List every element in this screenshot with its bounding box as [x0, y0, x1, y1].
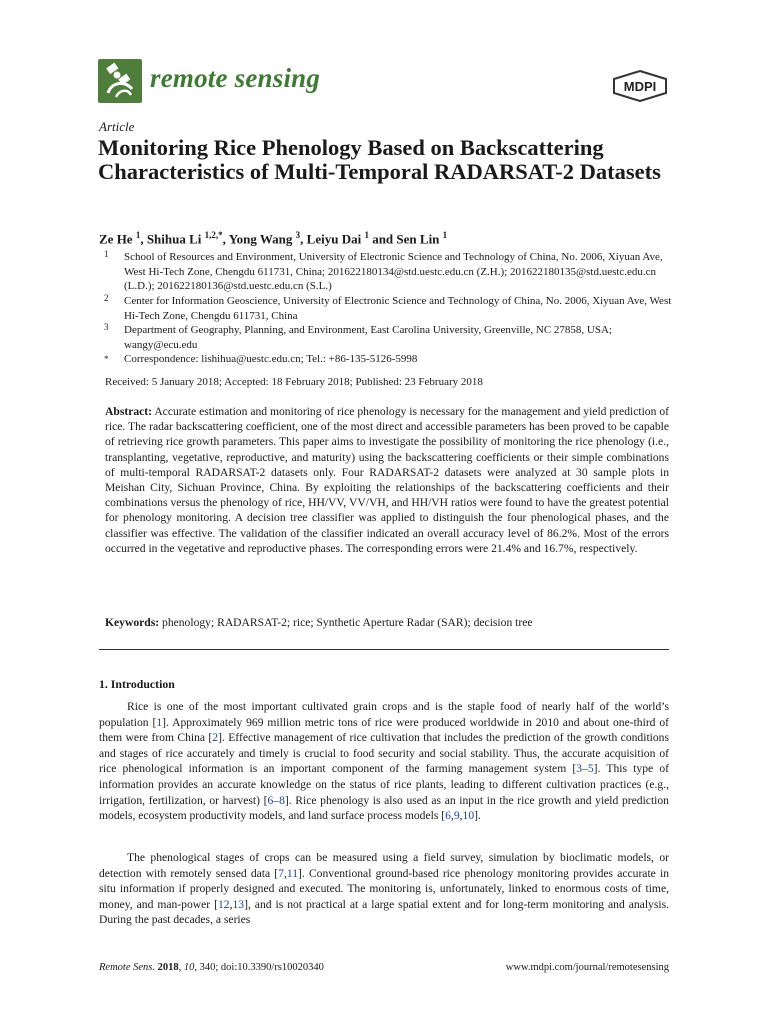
body-text: ,	[450, 809, 454, 823]
body-text: ]. Effective management of rice cultivation that includes the prediction of the growth conditions and stages of rice accurately and timely is crucial to food security and social stability. Thus, the accurate acquisition of rice phenological information is an important component of the farming management system [	[99, 731, 669, 776]
author-affiliation-sup: 1,2,*	[204, 230, 223, 240]
citation-link[interactable]: 12	[217, 897, 230, 911]
section-heading: 1. Introduction	[99, 677, 175, 691]
author-name: Yong Wang	[228, 231, 296, 247]
citation-link[interactable]: 2	[212, 731, 219, 745]
author-name: Shihua Li	[146, 231, 205, 247]
journal-url[interactable]: www.mdpi.com/journal/remotesensing	[505, 962, 669, 973]
citation-link[interactable]: 13	[232, 897, 245, 911]
abstract-label: Abstract:	[105, 405, 153, 418]
citation-link[interactable]: 6–8	[267, 793, 285, 807]
body-text: ,	[229, 897, 233, 911]
journal-abbrev: Remote Sens.	[99, 962, 155, 973]
footer-doi: , 340; doi:10.3390/rs10020340	[194, 962, 324, 973]
divider	[99, 649, 669, 650]
body-text: ]. Conventional ground-based rice phenology monitoring provides accurate in situ information if properly designed and executed. The monitoring is, unfortunately, linked to enormous costs of time, money, and man-power [	[99, 866, 669, 911]
body-text: ]. Approximately 969 million metric tons of rice were produced worldwide in 2010 and about one-third of them were from China [	[99, 715, 669, 745]
affiliation-text: Department of Geography, Planning, and Environment, East Carolina University, Greenville, NC 27858, USA; wangy@ecu.edu	[124, 324, 612, 351]
publication-dates: Received: 5 January 2018; Accepted: 18 February 2018; Published: 23 February 2018	[105, 376, 483, 388]
footer-volume: 10	[183, 962, 195, 973]
body-text: ]. Rice phenology is also used as an input in the rice growth and yield prediction models, ecosystem productivity models, and land surface process models [	[99, 793, 669, 823]
author-affiliation-sup: 1	[364, 230, 369, 240]
citation-link[interactable]: 3–5	[576, 762, 594, 776]
journal-logo	[98, 59, 142, 103]
publisher-name: MDPI	[623, 79, 657, 94]
affiliation-text: School of Resources and Environment, University of Electronic Science and Technology of China, No. 2006, Xiyuan Ave, West Hi-Tech Zone, Chengdu 611731, China; 201622180134@std.uestc.edu.cn (Z.H.); 201622180135@std.uestc.edu.cn (L.D.); 201622180136@std.uestc.edu.cn (S.L.)	[124, 251, 663, 293]
citation-link[interactable]: 10	[462, 809, 475, 823]
affiliation-mark: 2	[104, 293, 109, 303]
citation-link[interactable]: 7	[278, 866, 284, 880]
journal-name: remote sensing	[150, 63, 321, 93]
body-text: ], and is not practical at a large spatial extent and for long-term monitoring and analysis. During the past decades, a series	[99, 897, 669, 927]
paper-title: Monitoring Rice Phenology Based on Backscattering Characteristics of Multi-Temporal RADARSAT-2 Datasets	[98, 135, 661, 184]
body-text: ]. This type of information provides an accurate knowledge on the status of rice plants, leading to different cultivation practices (e.g., irrigation, fertilization, or harvest) [	[99, 762, 669, 807]
citation-link[interactable]: 1	[156, 715, 163, 729]
author-name: Ze He	[99, 231, 136, 247]
paragraph-1	[99, 699, 669, 824]
article-type: Article	[99, 119, 135, 134]
affiliation-mark: 1	[104, 249, 109, 259]
keywords	[105, 615, 669, 630]
body-text: Rice is one of the most important cultivated grain crops and is the staple food of nearly half of the world’s population [	[99, 700, 669, 729]
affiliation-mark: 3	[104, 322, 109, 332]
affiliation-mark: *	[104, 354, 109, 364]
citation-footer: Remote Sens. 2018, 10, 340; doi:10.3390/rs10020340	[99, 962, 324, 973]
author-name: Leiyu Dai	[306, 231, 365, 247]
body-text: ,	[283, 866, 287, 880]
body-text: ].	[474, 809, 481, 823]
satellite-icon	[98, 59, 142, 103]
keywords-text: phenology; RADARSAT-2; rice; Synthetic Aperture Radar (SAR); decision tree	[162, 616, 533, 629]
mdpi-logo	[611, 70, 669, 102]
affiliation-text: Correspondence: lishihua@uestc.edu.cn; Tel.: +86-135-5126-5998	[124, 353, 418, 365]
citation-link[interactable]: 11	[286, 866, 299, 880]
abstract-text: Accurate estimation and monitoring of rice phenology is necessary for the management and yield prediction of rice. The radar backscattering coefficient, one of the most direct and accessible parameters has been proved to be capable of retrieving rice growth parameters. This paper aims to investigate the possibility of monitoring the rice phenology (i.e., transplanting, vegetative, reproductive, and maturity) using the backscattering coefficients or their simple combinations of multi-temporal RADARSAT-2 datasets only. Four RADARSAT-2 datasets were analyzed at 30 sample plots in Meishan City, Sichuan Province, China. By exploiting the relationships of the backscattering coefficients and their combinations versus the phenology of rice, HH/VV, VV/VH, and HH/VH ratios were found to have the greatest potential for phenology monitoring. A decision tree classifier was applied to distinguish the four phenological phases, and the classifier was effective. The validation of the classifier indicated an overall accuracy level of 86.2%. Most of the errors occurred in the vegetative and reproductive phases. The corresponding errors were 21.4% and 16.7%, respectively.	[105, 405, 669, 555]
author-affiliation-sup: 3	[295, 230, 301, 240]
keywords-label: Keywords:	[105, 616, 160, 629]
author-affiliation-sup: 1	[135, 230, 141, 240]
author-list: Ze He $^1$, Shihua Li $^{1,2,*}$, Yong Wang $^3$, Leiyu Dai $^1$ and Sen Lin $^1$	[99, 230, 448, 247]
citation-link[interactable]: 6	[445, 809, 451, 823]
footer-year: 2018	[157, 962, 179, 973]
body-text: ,	[459, 809, 463, 823]
affiliation-text: Center for Information Geoscience, University of Electronic Science and Technology of China, No. 2006, Xiyuan Ave, West Hi-Tech Zone, Chengdu 611731, China	[124, 295, 672, 322]
abstract	[105, 404, 669, 556]
paragraph-2	[99, 850, 669, 928]
author-affiliation-sup: 1	[442, 230, 448, 240]
author-name: Sen Lin	[396, 231, 443, 247]
citation-link[interactable]: 9	[453, 809, 460, 823]
body-text: The phenological stages of crops can be measured using a field survey, simulation by bioclimatic models, or detection with remotely sensed data [	[99, 851, 669, 880]
